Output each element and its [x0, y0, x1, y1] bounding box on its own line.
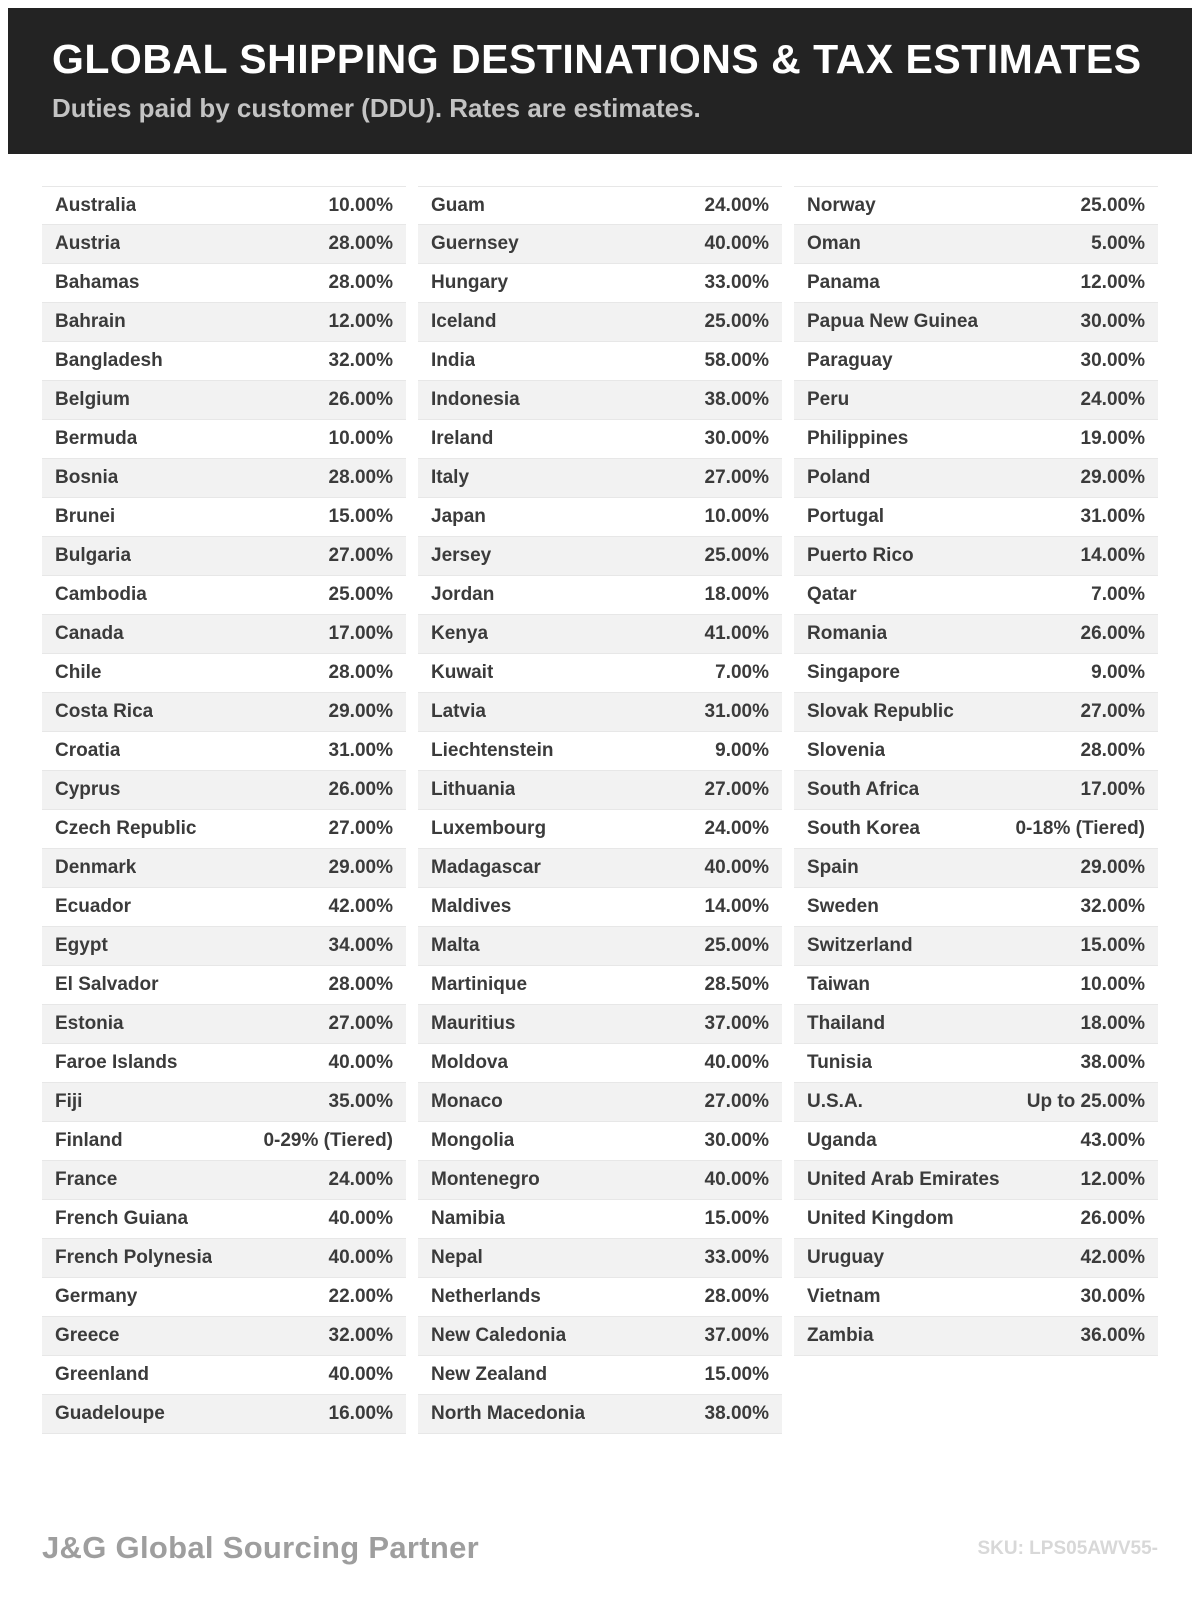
rate-row: [418, 693, 782, 732]
tax-rate: 24.00%: [1080, 389, 1145, 411]
tax-rate: 27.00%: [328, 545, 393, 567]
rate-row: [42, 732, 406, 771]
tax-rate: 28.00%: [328, 233, 393, 255]
tax-rate: 27.00%: [328, 818, 393, 840]
tax-rate: 33.00%: [704, 272, 769, 294]
header-banner: [8, 8, 1192, 154]
rate-row: [42, 576, 406, 615]
country-name: Taiwan: [807, 974, 870, 996]
country-name: French Polynesia: [55, 1247, 213, 1269]
country-name: Sweden: [807, 896, 879, 918]
rate-row: [418, 849, 782, 888]
rate-row: [418, 1239, 782, 1278]
country-name: Cambodia: [55, 584, 147, 606]
tax-rate: 16.00%: [328, 1403, 393, 1425]
tax-rate: 37.00%: [704, 1325, 769, 1347]
tax-rate: 29.00%: [1080, 857, 1145, 879]
country-name: Chile: [55, 662, 102, 684]
tax-rate: 12.00%: [328, 311, 393, 333]
country-name: United Kingdom: [807, 1208, 954, 1230]
rate-row: [418, 498, 782, 537]
country-name: Thailand: [807, 1013, 886, 1035]
country-name: France: [55, 1169, 118, 1191]
country-name: Tunisia: [807, 1052, 873, 1074]
rate-row: [42, 810, 406, 849]
country-name: Japan: [431, 506, 486, 528]
rate-row: [794, 498, 1158, 537]
country-name: Kuwait: [431, 662, 494, 684]
rate-row: [42, 1395, 406, 1434]
tax-rate: 7.00%: [715, 662, 769, 684]
tax-rate: 25.00%: [704, 311, 769, 333]
tax-rate: 28.00%: [328, 272, 393, 294]
country-name: Montenegro: [431, 1169, 540, 1191]
country-name: Oman: [807, 233, 861, 255]
country-name: Canada: [55, 623, 124, 645]
country-name: Guadeloupe: [55, 1403, 165, 1425]
tax-rate: 10.00%: [328, 428, 393, 450]
tax-rate: 38.00%: [704, 1403, 769, 1425]
country-name: Spain: [807, 857, 859, 879]
rate-row: [794, 849, 1158, 888]
tax-rate: 30.00%: [1080, 1286, 1145, 1308]
rate-row: [42, 1356, 406, 1395]
tax-rate: 27.00%: [704, 467, 769, 489]
country-name: New Caledonia: [431, 1325, 567, 1347]
rate-row: [42, 966, 406, 1005]
rate-row: [42, 1278, 406, 1317]
country-name: South Korea: [807, 818, 920, 840]
country-name: Finland: [55, 1130, 123, 1152]
rate-row: [42, 342, 406, 381]
country-name: Norway: [807, 194, 876, 216]
rate-row: [418, 1200, 782, 1239]
rate-row: [418, 1044, 782, 1083]
tax-rate: 25.00%: [1080, 194, 1145, 216]
rate-row: [794, 225, 1158, 264]
country-name: Egypt: [55, 935, 108, 957]
country-name: Malta: [431, 935, 480, 957]
page-subtitle: Duties paid by customer (DDU). Rates are estimates.: [52, 93, 701, 124]
country-name: Lithuania: [431, 779, 516, 801]
country-name: India: [431, 350, 476, 372]
country-name: Bangladesh: [55, 350, 163, 372]
country-name: Brunei: [55, 506, 116, 528]
brand-name: J&G Global Sourcing Partner: [42, 1530, 480, 1565]
country-name: South Africa: [807, 779, 920, 801]
tax-rate: 30.00%: [1080, 311, 1145, 333]
rate-row: [42, 537, 406, 576]
country-name: Vietnam: [807, 1286, 881, 1308]
country-name: Bahamas: [55, 272, 140, 294]
country-name: Ireland: [431, 428, 494, 450]
country-name: Bermuda: [55, 428, 138, 450]
tax-rate: 28.50%: [704, 974, 769, 996]
rate-row: [42, 888, 406, 927]
rate-row: [42, 1317, 406, 1356]
tax-rate: 7.00%: [1091, 584, 1145, 606]
country-name: Denmark: [55, 857, 137, 879]
tax-rate: 10.00%: [1080, 974, 1145, 996]
rate-row: [794, 615, 1158, 654]
tax-rate: 14.00%: [1080, 545, 1145, 567]
rate-row: [42, 264, 406, 303]
rate-row: [418, 1278, 782, 1317]
rate-row: [794, 264, 1158, 303]
rates-column: [794, 186, 1158, 1356]
tax-rate: 18.00%: [704, 584, 769, 606]
rate-row: [418, 186, 782, 225]
rates-column: [42, 186, 406, 1434]
rate-row: [794, 576, 1158, 615]
rate-row: [42, 927, 406, 966]
country-name: Netherlands: [431, 1286, 541, 1308]
tax-rate: 26.00%: [328, 779, 393, 801]
rate-row: [42, 186, 406, 225]
tax-rate: 25.00%: [328, 584, 393, 606]
rate-row: [794, 186, 1158, 225]
country-name: Czech Republic: [55, 818, 197, 840]
country-name: Hungary: [431, 272, 509, 294]
country-name: Estonia: [55, 1013, 124, 1035]
rate-row: [42, 615, 406, 654]
country-name: Nepal: [431, 1247, 483, 1269]
rate-row: [42, 459, 406, 498]
tax-rate: 12.00%: [1080, 272, 1145, 294]
country-name: Fiji: [55, 1091, 83, 1113]
country-name: Greece: [55, 1325, 120, 1347]
rate-row: [42, 654, 406, 693]
country-name: Indonesia: [431, 389, 520, 411]
country-name: Philippines: [807, 428, 909, 450]
tax-rate: 18.00%: [1080, 1013, 1145, 1035]
rate-row: [418, 381, 782, 420]
page-title: GLOBAL SHIPPING DESTINATIONS & TAX ESTIMATES: [52, 36, 1142, 82]
tax-rate: 32.00%: [328, 1325, 393, 1347]
tax-rate: 26.00%: [328, 389, 393, 411]
tax-rate: 27.00%: [328, 1013, 393, 1035]
rate-row: [418, 1356, 782, 1395]
country-name: Australia: [55, 194, 137, 216]
country-name: Madagascar: [431, 857, 541, 879]
tax-rate: 26.00%: [1080, 1208, 1145, 1230]
tax-rate: 25.00%: [704, 545, 769, 567]
tax-rate: 10.00%: [328, 194, 393, 216]
tax-rate: 31.00%: [704, 701, 769, 723]
rate-row: [794, 1044, 1158, 1083]
rate-row: [418, 771, 782, 810]
tax-rate: 43.00%: [1080, 1130, 1145, 1152]
tax-rate: 25.00%: [704, 935, 769, 957]
country-name: Moldova: [431, 1052, 509, 1074]
tax-rate: 38.00%: [1080, 1052, 1145, 1074]
tax-rate: 28.00%: [328, 974, 393, 996]
country-name: U.S.A.: [807, 1091, 863, 1113]
rate-row: [418, 1005, 782, 1044]
country-name: Germany: [55, 1286, 138, 1308]
rate-row: [418, 303, 782, 342]
rate-row: [42, 849, 406, 888]
tax-rate: 24.00%: [704, 818, 769, 840]
rate-row: [42, 1044, 406, 1083]
country-name: Bahrain: [55, 311, 126, 333]
country-name: Paraguay: [807, 350, 893, 372]
rate-row: [794, 537, 1158, 576]
tax-rate: 31.00%: [328, 740, 393, 762]
rate-row: [418, 1122, 782, 1161]
country-name: Singapore: [807, 662, 900, 684]
rate-row: [794, 342, 1158, 381]
rate-row: [418, 615, 782, 654]
tax-rate: 42.00%: [1080, 1247, 1145, 1269]
rate-row: [418, 927, 782, 966]
country-name: Panama: [807, 272, 880, 294]
rate-row: [42, 1239, 406, 1278]
rate-row: [418, 420, 782, 459]
rate-row: [42, 1161, 406, 1200]
tax-rate: 38.00%: [704, 389, 769, 411]
rate-row: [418, 342, 782, 381]
rate-row: [794, 1200, 1158, 1239]
country-name: Uganda: [807, 1130, 877, 1152]
sku-label: SKU: LPS05AWV55-: [977, 1538, 1158, 1559]
country-name: Cyprus: [55, 779, 121, 801]
tax-rate: 0-18% (Tiered): [1015, 818, 1145, 840]
rate-row: [418, 1395, 782, 1434]
tax-rate: 40.00%: [704, 233, 769, 255]
rate-row: [418, 966, 782, 1005]
rate-row: [42, 1083, 406, 1122]
tax-rate: 36.00%: [1080, 1325, 1145, 1347]
country-name: Namibia: [431, 1208, 505, 1230]
tax-rate: 27.00%: [1080, 701, 1145, 723]
rate-row: [42, 225, 406, 264]
country-name: Qatar: [807, 584, 857, 606]
tax-rate: 24.00%: [704, 194, 769, 216]
rate-row: [794, 693, 1158, 732]
tax-rate: 15.00%: [328, 506, 393, 528]
country-name: El Salvador: [55, 974, 159, 996]
country-name: Switzerland: [807, 935, 913, 957]
rate-row: [418, 810, 782, 849]
rate-row: [794, 1161, 1158, 1200]
country-name: Austria: [55, 233, 121, 255]
rate-row: [794, 1317, 1158, 1356]
rate-row: [794, 420, 1158, 459]
tax-rate: 31.00%: [1080, 506, 1145, 528]
tax-rate: 24.00%: [328, 1169, 393, 1191]
tax-rate: 30.00%: [704, 1130, 769, 1152]
tax-rate: 32.00%: [1080, 896, 1145, 918]
rate-row: [42, 498, 406, 537]
rate-row: [418, 732, 782, 771]
rate-row: [42, 1005, 406, 1044]
country-name: Faroe Islands: [55, 1052, 178, 1074]
rate-row: [794, 966, 1158, 1005]
tax-rate: 37.00%: [704, 1013, 769, 1035]
country-name: Uruguay: [807, 1247, 885, 1269]
country-name: Liechtenstein: [431, 740, 554, 762]
rate-row: [794, 888, 1158, 927]
country-name: Mauritius: [431, 1013, 516, 1035]
country-name: Puerto Rico: [807, 545, 914, 567]
country-name: Slovak Republic: [807, 701, 954, 723]
footer: [0, 1530, 1200, 1600]
rate-row: [418, 654, 782, 693]
country-name: Maldives: [431, 896, 512, 918]
rate-row: [794, 459, 1158, 498]
country-name: Slovenia: [807, 740, 886, 762]
tax-rate: 28.00%: [704, 1286, 769, 1308]
rate-row: [794, 654, 1158, 693]
rate-row: [418, 1317, 782, 1356]
country-name: Jersey: [431, 545, 492, 567]
rate-row: [42, 381, 406, 420]
rate-row: [794, 1005, 1158, 1044]
country-name: Portugal: [807, 506, 885, 528]
country-name: New Zealand: [431, 1364, 548, 1386]
tax-rate: 27.00%: [704, 779, 769, 801]
rate-row: [794, 771, 1158, 810]
tax-rate: 28.00%: [328, 467, 393, 489]
country-name: Poland: [807, 467, 871, 489]
tax-rate: Up to 25.00%: [1026, 1091, 1145, 1113]
country-name: Jordan: [431, 584, 495, 606]
rate-row: [42, 1122, 406, 1161]
tax-rate: 28.00%: [328, 662, 393, 684]
country-name: French Guiana: [55, 1208, 189, 1230]
country-name: Romania: [807, 623, 888, 645]
country-name: Mongolia: [431, 1130, 515, 1152]
tax-rate: 29.00%: [328, 701, 393, 723]
country-name: Bosnia: [55, 467, 119, 489]
tax-rate: 29.00%: [328, 857, 393, 879]
rate-row: [42, 1200, 406, 1239]
tax-rate: 10.00%: [704, 506, 769, 528]
country-name: Italy: [431, 467, 470, 489]
tax-rate: 29.00%: [1080, 467, 1145, 489]
tax-rate: 40.00%: [328, 1208, 393, 1230]
tax-rate: 34.00%: [328, 935, 393, 957]
tax-rate: 22.00%: [328, 1286, 393, 1308]
rate-row: [794, 381, 1158, 420]
rate-row: [42, 771, 406, 810]
country-name: Iceland: [431, 311, 497, 333]
country-name: Greenland: [55, 1364, 149, 1386]
rate-row: [418, 1083, 782, 1122]
tax-rate: 15.00%: [1080, 935, 1145, 957]
rate-row: [418, 888, 782, 927]
tax-rate: 9.00%: [715, 740, 769, 762]
country-name: Luxembourg: [431, 818, 547, 840]
rate-row: [794, 927, 1158, 966]
rate-row: [794, 1083, 1158, 1122]
tax-rate: 26.00%: [1080, 623, 1145, 645]
country-name: Guernsey: [431, 233, 519, 255]
tax-rate: 5.00%: [1091, 233, 1145, 255]
tax-rate: 41.00%: [704, 623, 769, 645]
tax-rate: 33.00%: [704, 1247, 769, 1269]
tax-rate: 28.00%: [1080, 740, 1145, 762]
country-name: Bulgaria: [55, 545, 132, 567]
country-name: Martinique: [431, 974, 528, 996]
country-name: Kenya: [431, 623, 489, 645]
tax-rate: 35.00%: [328, 1091, 393, 1113]
rate-row: [794, 732, 1158, 771]
rate-row: [418, 459, 782, 498]
rate-row: [418, 537, 782, 576]
country-name: North Macedonia: [431, 1403, 586, 1425]
tax-rate: 17.00%: [1080, 779, 1145, 801]
tax-rate: 19.00%: [1080, 428, 1145, 450]
tax-rate: 14.00%: [704, 896, 769, 918]
country-name: Monaco: [431, 1091, 503, 1113]
rate-row: [794, 303, 1158, 342]
country-name: Latvia: [431, 701, 486, 723]
tax-rate: 40.00%: [328, 1247, 393, 1269]
rate-row: [42, 420, 406, 459]
country-name: Ecuador: [55, 896, 132, 918]
country-name: United Arab Emirates: [807, 1169, 1000, 1191]
rate-row: [418, 1161, 782, 1200]
tax-rate: 15.00%: [704, 1364, 769, 1386]
tax-rate: 32.00%: [328, 350, 393, 372]
tax-rate: 40.00%: [704, 857, 769, 879]
rate-row: [794, 1239, 1158, 1278]
rate-row: [794, 1278, 1158, 1317]
tax-rate: 40.00%: [704, 1169, 769, 1191]
rate-row: [794, 1122, 1158, 1161]
rate-row: [418, 264, 782, 303]
tax-rate: 40.00%: [704, 1052, 769, 1074]
rate-row: [418, 225, 782, 264]
tax-rate: 12.00%: [1080, 1169, 1145, 1191]
rates-column: [418, 186, 782, 1434]
tax-rate: 58.00%: [704, 350, 769, 372]
country-name: Belgium: [55, 389, 130, 411]
rate-row: [42, 693, 406, 732]
tax-rate: 0-29% (Tiered): [263, 1130, 393, 1152]
tax-rate: 27.00%: [704, 1091, 769, 1113]
country-name: Zambia: [807, 1325, 874, 1347]
tax-rate: 9.00%: [1091, 662, 1145, 684]
country-name: Peru: [807, 389, 850, 411]
tax-rate: 42.00%: [328, 896, 393, 918]
tax-rate: 15.00%: [704, 1208, 769, 1230]
country-name: Guam: [431, 194, 485, 216]
tax-rate: 40.00%: [328, 1364, 393, 1386]
rate-row: [42, 303, 406, 342]
tax-rate: 30.00%: [704, 428, 769, 450]
country-name: Papua New Guinea: [807, 311, 979, 333]
country-name: Costa Rica: [55, 701, 154, 723]
rate-row: [794, 810, 1158, 849]
tax-rate: 17.00%: [328, 623, 393, 645]
rate-row: [418, 576, 782, 615]
tax-rate: 30.00%: [1080, 350, 1145, 372]
rates-columns: [0, 154, 1200, 1434]
tax-rate: 40.00%: [328, 1052, 393, 1074]
country-name: Croatia: [55, 740, 121, 762]
